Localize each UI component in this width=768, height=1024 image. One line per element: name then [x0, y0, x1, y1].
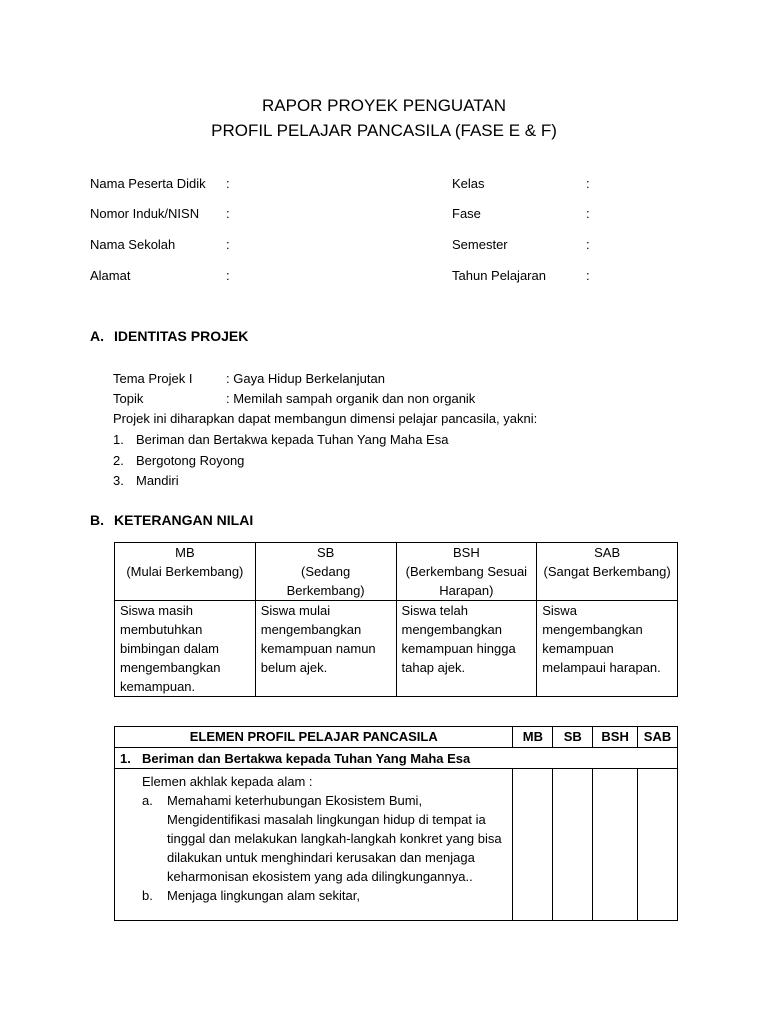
score-cell-mb[interactable] [513, 769, 553, 921]
item-text: Menjaga lingkungan alam sekitar, [167, 888, 360, 903]
field-colon: : [586, 237, 590, 252]
tema-label: Tema Projek I [113, 371, 193, 386]
element-row [115, 769, 678, 921]
grade-name: (Berkembang Sesuai Harapan) [405, 564, 528, 598]
dimension-number: 1. [113, 432, 124, 447]
field-colon: : [226, 237, 230, 252]
section-title: KETERANGAN NILAI [114, 512, 254, 528]
field-colon: : [226, 268, 230, 283]
field-label: Nama Sekolah [90, 237, 176, 252]
group-name: Beriman dan Bertakwa kepada Tuhan Yang Maha Esa [142, 750, 471, 766]
field-label: Semester [452, 237, 508, 252]
element-item [142, 791, 506, 886]
field-label: Tahun Pelajaran [452, 268, 546, 283]
grade-code: SB [316, 545, 335, 560]
item-text: Memahami keterhubungan Ekosistem Bumi, Mengidentifikasi masalah lingkungan hidup di tempat ia tinggal dan melakukan langkah-langkah konkret yang bisa dilakukan untuk menghindari kerusakan dan menjaga keharmonisan ekosistem yang ada dilingkungannya.. [167, 793, 502, 884]
elemen-assessment-table [114, 726, 678, 921]
topik-label: Topik [113, 391, 144, 406]
field-label: Nama Peserta Didik [90, 176, 206, 191]
section-title: IDENTITAS PROJEK [114, 328, 249, 344]
score-cell-bsh[interactable] [593, 769, 638, 921]
field-colon: : [586, 176, 590, 191]
field-colon: : [226, 176, 230, 191]
score-cell-sb[interactable] [553, 769, 593, 921]
group-number: 1. [120, 750, 131, 766]
dimension-number: 3. [113, 473, 124, 488]
group-title [115, 748, 678, 769]
field-label: Fase [452, 206, 481, 221]
grade-header-cell [255, 543, 396, 601]
field-label: Alamat [90, 268, 131, 283]
header-mb: MB [513, 727, 553, 748]
section-b-heading [90, 512, 253, 528]
group-row [115, 748, 678, 769]
item-label: a. [142, 793, 153, 808]
grade-legend-table [114, 542, 678, 697]
dimension-number: 2. [113, 453, 124, 468]
section-number: A. [90, 328, 104, 344]
header-bsh: BSH [593, 727, 638, 748]
grade-description-row [115, 601, 678, 697]
header-sab: SAB [638, 727, 678, 748]
grade-code: MB [175, 545, 195, 560]
grade-header-cell [115, 543, 256, 601]
field-colon: : [586, 268, 590, 283]
field-label: Kelas [452, 176, 485, 191]
grade-description: Siswa mulai mengembangkan kemampuan namun belum ajek. [255, 601, 396, 697]
element-title: Elemen akhlak kepada alam : [142, 774, 313, 789]
title-line-1: RAPOR PROYEK PENGUATAN [261, 96, 507, 115]
table-header-row [115, 727, 678, 748]
grade-description: Siswa telah mengembangkan kemampuan hingga tahap ajek. [396, 601, 537, 697]
grade-code: SAB [594, 545, 621, 560]
element-item [142, 886, 506, 905]
field-label: Nomor Induk/NISN [90, 206, 200, 221]
grade-code: BSH [453, 545, 480, 560]
grade-description: Siswa masih membutuhkan bimbingan dalam mengembangkan kemampuan. [115, 601, 256, 697]
tema-value: : Gaya Hidup Berkelanjutan [226, 371, 385, 386]
field-colon: : [226, 206, 230, 221]
title-line-2: PROFIL PELAJAR PANCASILA (FASE E & F) [211, 121, 557, 140]
dimension-item: Bergotong Royong [136, 453, 245, 468]
grade-header-row [115, 543, 678, 601]
item-label: b. [142, 888, 153, 903]
grade-header-cell [537, 543, 678, 601]
header-sb: SB [553, 727, 593, 748]
score-cell-sab[interactable] [638, 769, 678, 921]
grade-name: (Sangat Berkembang) [543, 564, 671, 579]
dimension-item: Beriman dan Bertakwa kepada Tuhan Yang Maha Esa [136, 432, 449, 447]
header-elemen: ELEMEN PROFIL PELAJAR PANCASILA [115, 727, 513, 748]
dimension-item: Mandiri [136, 473, 179, 488]
topik-value: : Memilah sampah organik dan non organik [226, 391, 476, 406]
grade-name: (Mulai Berkembang) [126, 564, 244, 579]
project-intro: Projek ini diharapkan dapat membangun dimensi pelajar pancasila, yakni: [113, 411, 538, 426]
grade-description: Siswa mengembangkan kemampuan melampaui harapan. [537, 601, 678, 697]
element-description [115, 769, 513, 921]
section-a-heading [90, 328, 248, 344]
grade-name: (Sedang Berkembang) [286, 564, 365, 598]
field-colon: : [586, 206, 590, 221]
grade-header-cell [396, 543, 537, 601]
section-number: B. [90, 512, 104, 528]
